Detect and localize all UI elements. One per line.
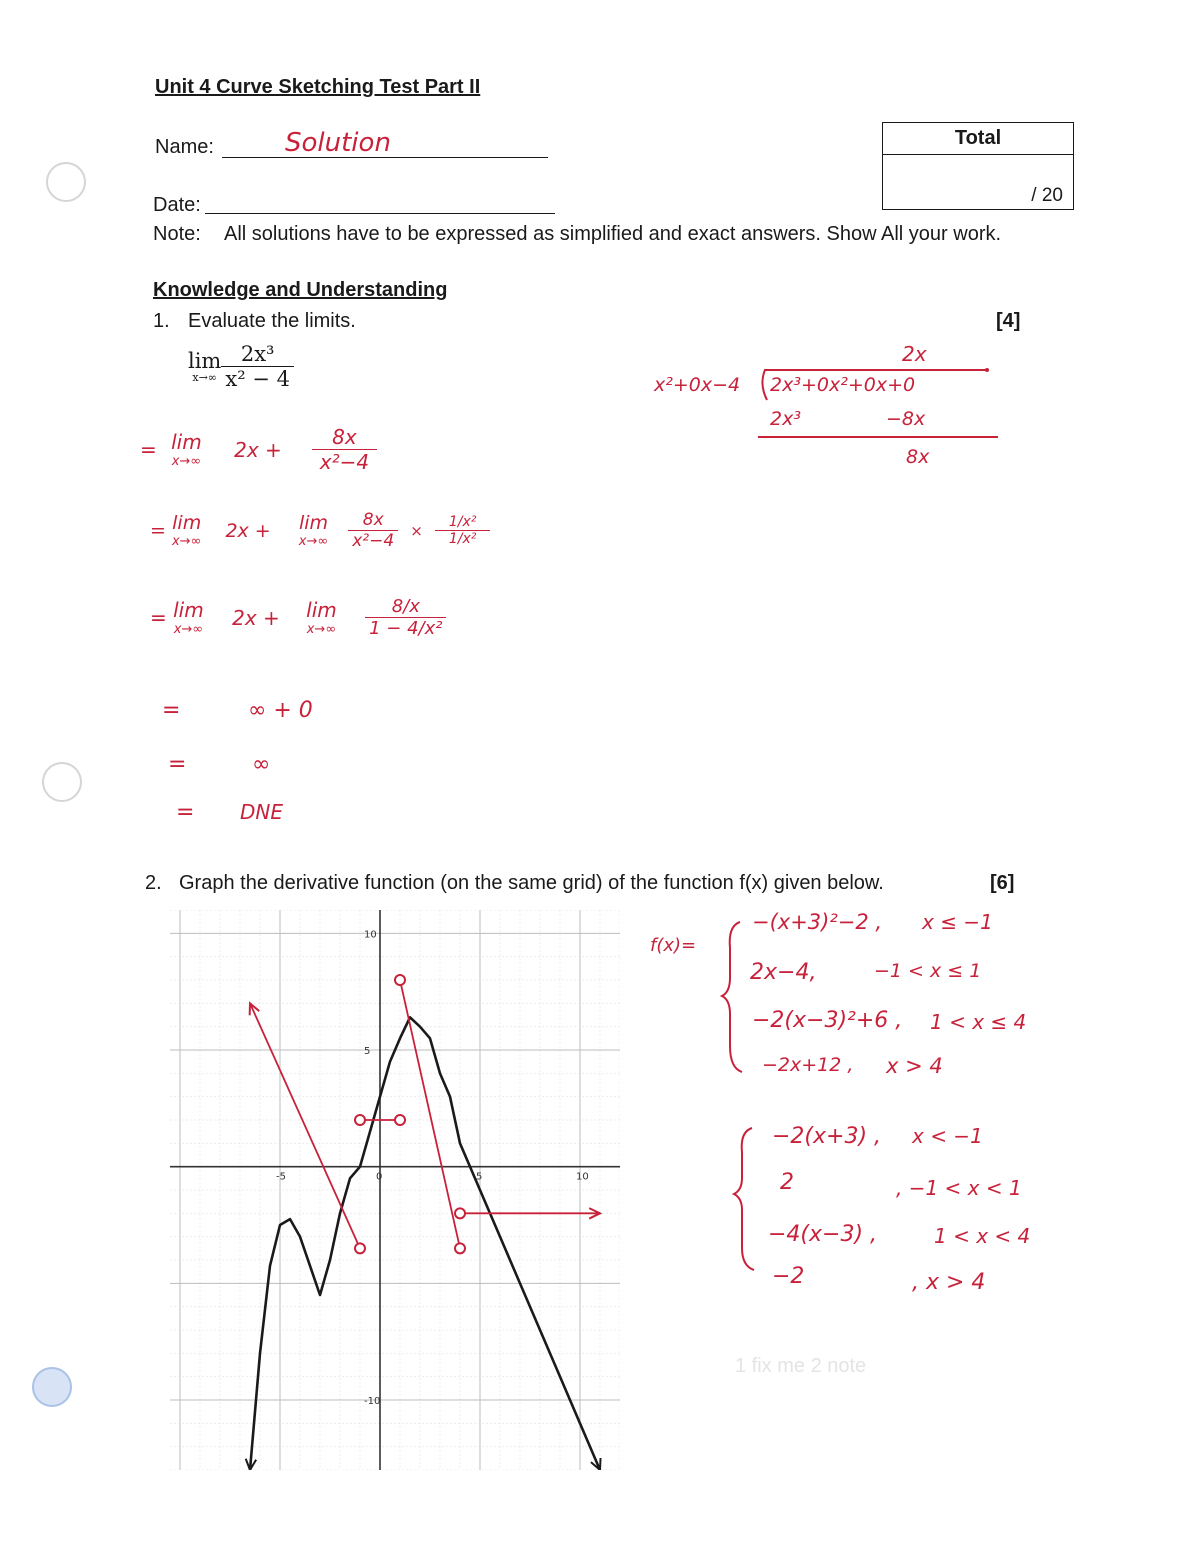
fprime-piece-1-domain: x < −1 — [912, 1124, 983, 1148]
fprime-brace — [730, 1124, 760, 1274]
total-header: Total — [883, 123, 1073, 155]
f-piece-2-expr: 2x−4, — [750, 960, 817, 985]
f-piece-4-expr: −2x+12 , — [762, 1054, 854, 1076]
fprime-segment — [250, 1003, 360, 1248]
step2-fraction — [348, 510, 398, 551]
fprime-piece-2-expr: 2 — [780, 1170, 794, 1195]
step3-term: 2x + — [232, 605, 280, 630]
faint-bleed-through-text: 1 fix me 2 note — [735, 1355, 867, 1377]
graph-grid — [170, 910, 620, 1470]
q2-prompt: Graph the derivative function (on the same grid) of the function f(x) given below. — [179, 872, 884, 894]
step1-num: 8x — [312, 425, 377, 450]
division-subtract: 2x³ — [770, 408, 801, 430]
q1-numerator: 2x³ — [221, 342, 294, 367]
binder-hole-middle — [42, 762, 82, 802]
step6-eq: = — [176, 800, 195, 825]
f-piece-1-domain: x ≤ −1 — [922, 910, 993, 934]
step2-mden: 1/x² — [448, 531, 477, 547]
fprime-piece-4-expr: −2 — [772, 1264, 805, 1289]
division-quotient: 2x — [902, 342, 927, 366]
total-score-box — [882, 122, 1074, 210]
step1-den: x²−4 — [319, 450, 370, 474]
note-text: All solutions have to be expressed as simplified and exact answers. Show All your work. — [224, 223, 1002, 245]
x-tick-label: 5 — [476, 1171, 483, 1183]
step1-lim: lim — [171, 430, 202, 454]
step3-lim: lim — [173, 598, 204, 622]
q2-graph — [170, 910, 620, 1470]
date-underline — [205, 213, 555, 214]
fprime-piece-3-domain: 1 < x < 4 — [934, 1224, 1031, 1248]
fprime-open-point — [455, 1243, 465, 1253]
step2-times: × — [410, 521, 423, 540]
fprime-open-point — [355, 1243, 365, 1253]
step1-sub: x→∞ — [171, 454, 202, 469]
f-piece-4-domain: x > 4 — [886, 1054, 943, 1078]
division-divisor: x²+0x−4 — [654, 374, 741, 396]
step5-value: ∞ — [252, 752, 271, 777]
x-tick-label: 10 — [576, 1171, 589, 1183]
step2-term: 2x + — [225, 519, 271, 542]
step2-multiplier — [435, 514, 491, 547]
f-piece-3-domain: 1 < x ≤ 4 — [930, 1010, 1027, 1034]
name-label: Name: — [155, 136, 214, 158]
fprime-open-point — [395, 975, 405, 985]
q1-lim-sub: x→∞ — [192, 370, 217, 384]
note-label: Note: — [153, 223, 201, 245]
q1-step1 — [140, 425, 377, 474]
fprime-piece-3-expr: −4(x−3) , — [768, 1222, 878, 1247]
page-title: Unit 4 Curve Sketching Test Part II — [155, 76, 481, 98]
step3-fraction — [365, 596, 446, 639]
f-curve — [250, 1017, 600, 1470]
step4-value: ∞ + 0 — [248, 698, 313, 723]
division-remainder: 8x — [906, 446, 930, 468]
step5-eq: = — [168, 752, 187, 777]
y-tick-label: 10 — [364, 929, 377, 941]
x-tick-label: 0 — [376, 1171, 383, 1183]
fprime-piece-4-domain: , x > 4 — [912, 1270, 986, 1295]
step3-sub2: x→∞ — [306, 622, 337, 637]
f-piece-1-expr: −(x+3)²−2 , — [752, 910, 883, 934]
division-rule — [758, 436, 998, 438]
q1-step2 — [150, 510, 490, 551]
graph-series — [246, 975, 601, 1470]
division-subtract2: −8x — [886, 408, 926, 430]
q1-denominator: x² − 4 — [225, 367, 290, 391]
step2-den: x²−4 — [352, 531, 395, 551]
q1-prompt: Evaluate the limits. — [188, 310, 356, 332]
step6-value: DNE — [240, 800, 283, 824]
fprime-open-point — [395, 1115, 405, 1125]
fprime-piece-1-expr: −2(x+3) , — [772, 1124, 882, 1149]
f-piece-3-expr: −2(x−3)²+6 , — [752, 1008, 903, 1033]
y-tick-label: -10 — [364, 1396, 381, 1407]
q1-limit-expression — [188, 342, 294, 391]
q1-marks: [4] — [996, 310, 1021, 332]
fprime-open-point — [355, 1115, 365, 1125]
step3-lim2: lim — [306, 598, 337, 622]
step2-lim2: lim — [298, 512, 329, 534]
q1-step3 — [150, 596, 446, 639]
fprime-open-point — [455, 1208, 465, 1218]
total-out-of: / 20 — [1031, 185, 1063, 206]
date-label: Date: — [153, 194, 201, 216]
y-tick-label: 5 — [364, 1046, 371, 1057]
x-tick-label: -5 — [276, 1171, 286, 1183]
step3-den: 1 − 4/x² — [369, 618, 443, 639]
q2-marks: [6] — [990, 872, 1015, 894]
step3-eq: = — [150, 605, 167, 630]
step2-eq: = — [150, 519, 166, 542]
step2-sub2: x→∞ — [298, 534, 329, 549]
step1-eq: = — [140, 437, 157, 462]
step1-term: 2x + — [234, 437, 282, 462]
step2-sub: x→∞ — [171, 534, 202, 549]
division-dividend: 2x³+0x²+0x+0 — [770, 374, 916, 396]
binder-hole-bottom — [32, 1367, 72, 1407]
step2-num: 8x — [348, 510, 398, 531]
step2-lim: lim — [172, 512, 202, 534]
fprime-segment — [400, 980, 460, 1248]
step1-fraction — [312, 425, 377, 474]
name-value: Solution — [285, 128, 391, 158]
f-brace — [718, 918, 748, 1078]
f-piece-2-domain: −1 < x ≤ 1 — [874, 960, 982, 982]
step3-num: 8/x — [365, 596, 446, 618]
q1-lim: lim — [188, 348, 222, 373]
q1-number: 1. — [153, 310, 170, 332]
q2-number: 2. — [145, 872, 162, 894]
fprime-piece-2-domain: , −1 < x < 1 — [896, 1176, 1022, 1200]
q1-fraction — [221, 342, 294, 391]
step2-mnum: 1/x² — [435, 514, 491, 531]
binder-hole-top — [46, 162, 86, 202]
f-label: f(x)= — [650, 935, 697, 956]
step4-eq: = — [162, 698, 181, 723]
step3-sub: x→∞ — [173, 622, 204, 637]
section-title: Knowledge and Understanding — [153, 279, 448, 301]
